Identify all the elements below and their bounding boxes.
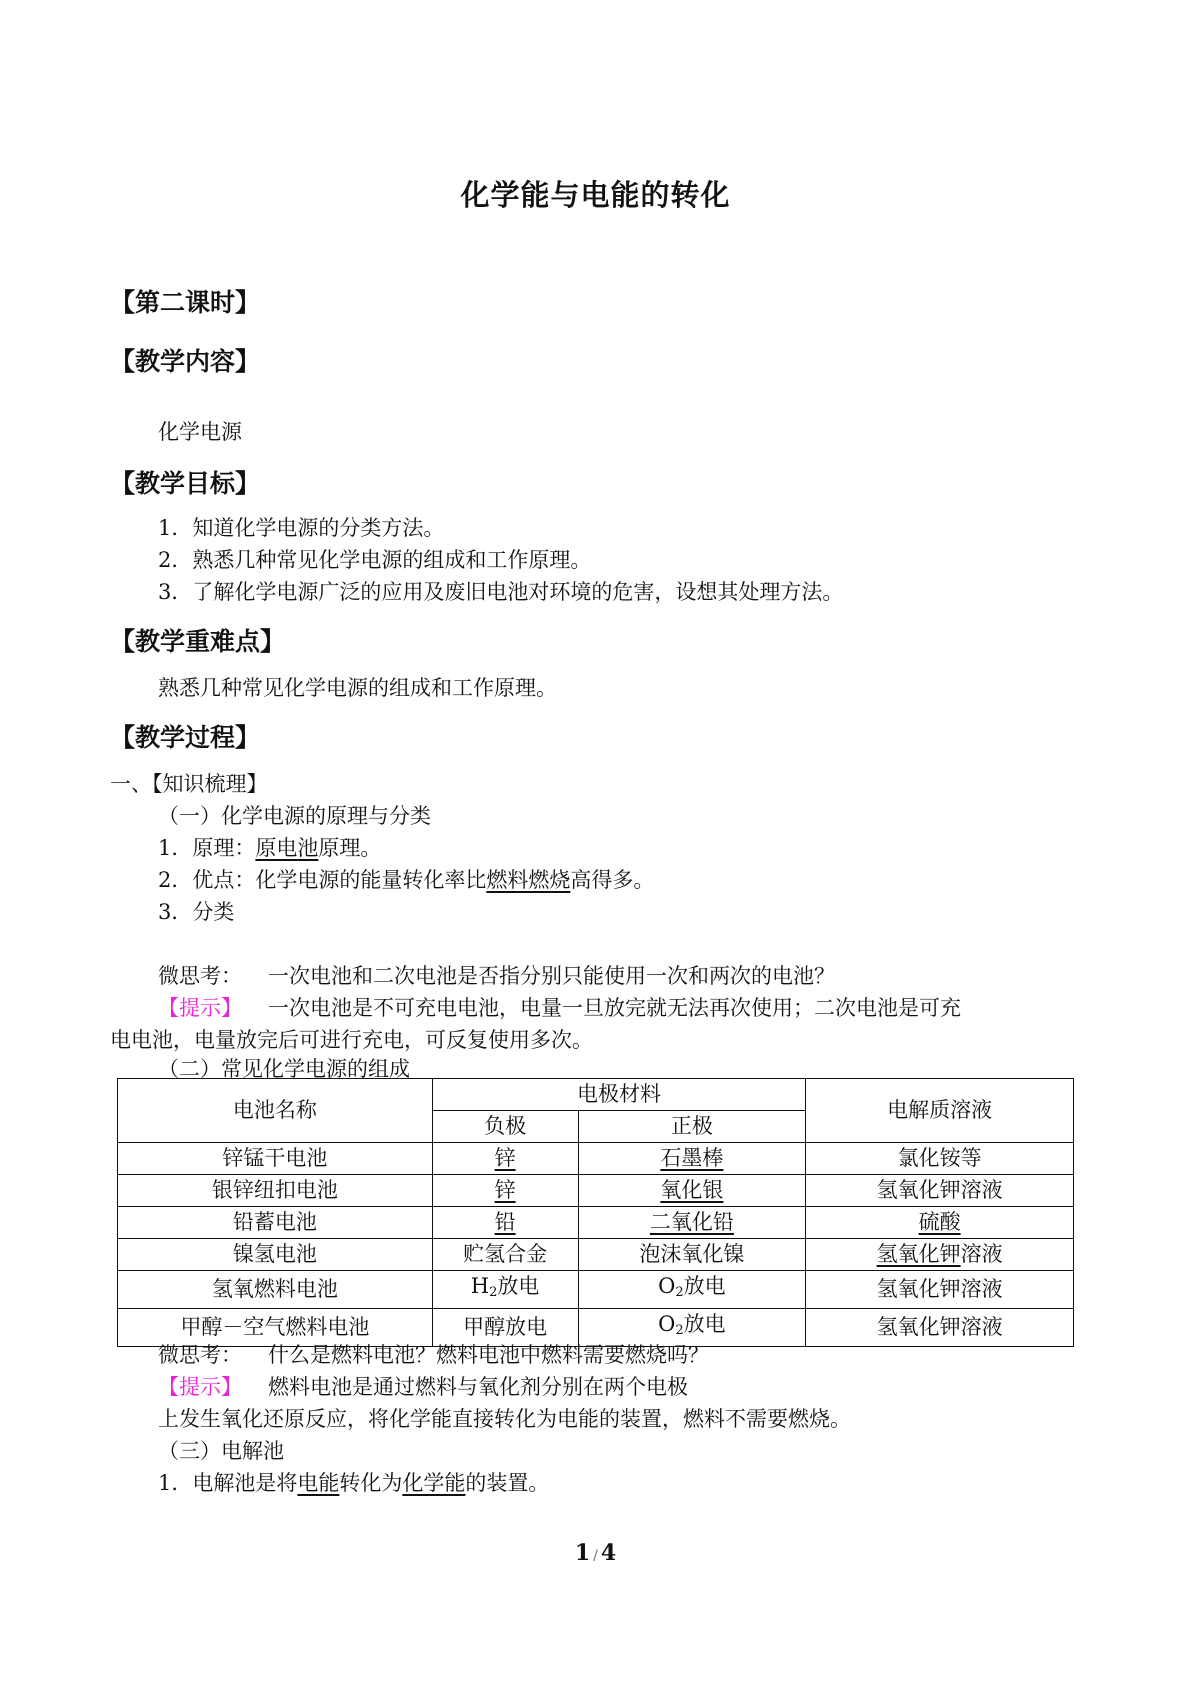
cell-pos — [578, 1271, 806, 1309]
keypoints-heading: 【教学重难点】 — [110, 627, 286, 656]
think1-line — [158, 962, 835, 990]
cell-name: 氢氧燃料电池 — [118, 1271, 433, 1309]
cell-neg — [432, 1143, 578, 1175]
electrolysis-suffix: 的装置。 — [465, 1471, 550, 1495]
header-electrode: 电极材料 — [432, 1079, 806, 1111]
cell-electrolyte-answer: 硫酸 — [918, 1210, 961, 1234]
cell-pos — [578, 1175, 806, 1207]
think2-line — [158, 1341, 709, 1369]
formula-sub: 2 — [675, 1323, 684, 1338]
cell-neg-answer: 铅 — [494, 1210, 516, 1234]
sub1-heading: （一）化学电源的原理与分类 — [158, 804, 431, 828]
table-row — [118, 1175, 1074, 1207]
part1-heading: 一、【知识梳理】 — [110, 772, 268, 796]
goals-heading: 【教学目标】 — [110, 469, 261, 498]
think-label: 微思考： — [158, 1343, 242, 1367]
think-question: 一次电池和二次电池是否指分别只能使用一次和两次的电池？ — [268, 964, 835, 988]
advantage-answer: 燃料燃烧 — [486, 868, 571, 892]
hint2-line2: 上发生氧化还原反应，将化学能直接转化为电能的装置，燃料不需要燃烧。 — [158, 1407, 851, 1431]
formula-sub: 2 — [489, 1285, 498, 1300]
cell-electrolyte — [806, 1207, 1074, 1239]
formula-suffix: 放电 — [683, 1274, 726, 1298]
hint-label: 【提示】 — [158, 996, 242, 1020]
cell-electrolyte: 氢氧化钾溶液 — [806, 1175, 1074, 1207]
advantage-line — [158, 866, 654, 894]
table-row — [118, 1207, 1074, 1239]
header-electrolyte: 电解质溶液 — [806, 1079, 1074, 1143]
goal-item: 1．知道化学电源的分类方法。 — [158, 516, 445, 540]
hint2-line1 — [158, 1373, 688, 1401]
cell-name: 锌锰干电池 — [118, 1143, 433, 1175]
cell-pos — [578, 1207, 806, 1239]
header-positive: 正极 — [578, 1111, 806, 1143]
cell-neg — [432, 1175, 578, 1207]
process-heading: 【教学过程】 — [110, 723, 261, 752]
lesson-heading: 【第二课时】 — [110, 288, 261, 317]
electrolysis-mid: 转化为 — [339, 1471, 403, 1495]
cell-name: 银锌纽扣电池 — [118, 1175, 433, 1207]
cell-neg — [432, 1207, 578, 1239]
table-row — [118, 1143, 1074, 1175]
hint-text: 燃料电池是通过燃料与氧化剂分别在两个电极 — [268, 1375, 688, 1399]
cell-neg — [432, 1271, 578, 1309]
cell-name: 甲醇－空气燃料电池 — [118, 1309, 433, 1347]
classification-line: 3．分类 — [158, 900, 235, 924]
header-negative: 负极 — [432, 1111, 578, 1143]
cell-pos: 泡沫氧化镍 — [578, 1239, 806, 1271]
principle-suffix: 原理。 — [318, 836, 382, 860]
cell-electrolyte-rest: 溶液 — [960, 1242, 1003, 1266]
formula-h: H — [470, 1274, 490, 1298]
formula-o: O — [658, 1274, 676, 1298]
cell-electrolyte: 氯化铵等 — [806, 1143, 1074, 1175]
electrolysis-prefix: 1．电解池是将 — [158, 1471, 298, 1495]
table-row — [118, 1271, 1074, 1309]
cell-name: 铅蓄电池 — [118, 1207, 433, 1239]
advantage-suffix: 高得多。 — [570, 868, 655, 892]
think-question: 什么是燃料电池？燃料电池中燃料需要燃烧吗？ — [268, 1343, 709, 1367]
table-row — [118, 1239, 1074, 1271]
principle-label: 1．原理： — [158, 836, 256, 860]
sub2-heading: （二）常见化学电源的组成 — [158, 1057, 410, 1081]
think-label: 微思考： — [158, 964, 242, 988]
document-title: 化学能与电能的转化 — [460, 178, 731, 212]
goal-item: 2．熟悉几种常见化学电源的组成和工作原理。 — [158, 548, 592, 572]
formula-o: O — [658, 1312, 676, 1336]
current-page: 1 — [574, 1540, 591, 1566]
cell-pos-answer: 二氧化铅 — [649, 1210, 734, 1234]
battery-table — [117, 1078, 1074, 1347]
hint1-line2: 电电池，电量放完后可进行充电，可反复使用多次。 — [110, 1028, 593, 1052]
content-heading: 【教学内容】 — [110, 347, 261, 376]
cell-pos-answer: 氧化银 — [660, 1178, 724, 1202]
principle-answer: 原电池 — [255, 836, 319, 860]
cell-neg: 甲醇放电 — [432, 1309, 578, 1347]
electrolysis-answer-2: 化学能 — [402, 1471, 466, 1495]
cell-electrolyte-answer: 氢氧化钾 — [876, 1242, 961, 1266]
cell-electrolyte — [806, 1239, 1074, 1271]
sub3-heading: （三）电解池 — [158, 1439, 284, 1463]
cell-pos-answer: 石墨棒 — [660, 1146, 724, 1170]
electrolysis-line — [158, 1469, 549, 1497]
cell-neg: 贮氢合金 — [432, 1239, 578, 1271]
goal-item: 3．了解化学电源广泛的应用及废旧电池对环境的危害，设想其处理方法。 — [158, 580, 844, 604]
principle-line — [158, 834, 381, 862]
keypoints-text: 熟悉几种常见化学电源的组成和工作原理。 — [158, 676, 557, 700]
formula-suffix: 放电 — [683, 1312, 726, 1336]
hint-label: 【提示】 — [158, 1375, 242, 1399]
page-separator: / — [593, 1548, 598, 1564]
electrolysis-answer-1: 电能 — [297, 1471, 340, 1495]
formula-suffix: 放电 — [497, 1274, 540, 1298]
hint-text: 一次电池是不可充电电池，电量一旦放完就无法再次使用；二次电池是可充 — [268, 996, 961, 1020]
cell-pos — [578, 1143, 806, 1175]
cell-electrolyte: 氢氧化钾溶液 — [806, 1271, 1074, 1309]
formula-sub: 2 — [675, 1285, 684, 1300]
cell-name: 镍氢电池 — [118, 1239, 433, 1271]
advantage-label: 2．优点：化学电源的能量转化率比 — [158, 868, 487, 892]
page-number — [0, 1540, 1191, 1566]
cell-electrolyte: 氢氧化钾溶液 — [806, 1309, 1074, 1347]
hint1-line1 — [158, 994, 961, 1022]
header-battery-name: 电池名称 — [118, 1079, 433, 1143]
total-pages: 4 — [600, 1540, 617, 1566]
cell-neg-answer: 锌 — [494, 1146, 516, 1170]
cell-neg-answer: 锌 — [494, 1178, 516, 1202]
content-text: 化学电源 — [158, 420, 242, 444]
